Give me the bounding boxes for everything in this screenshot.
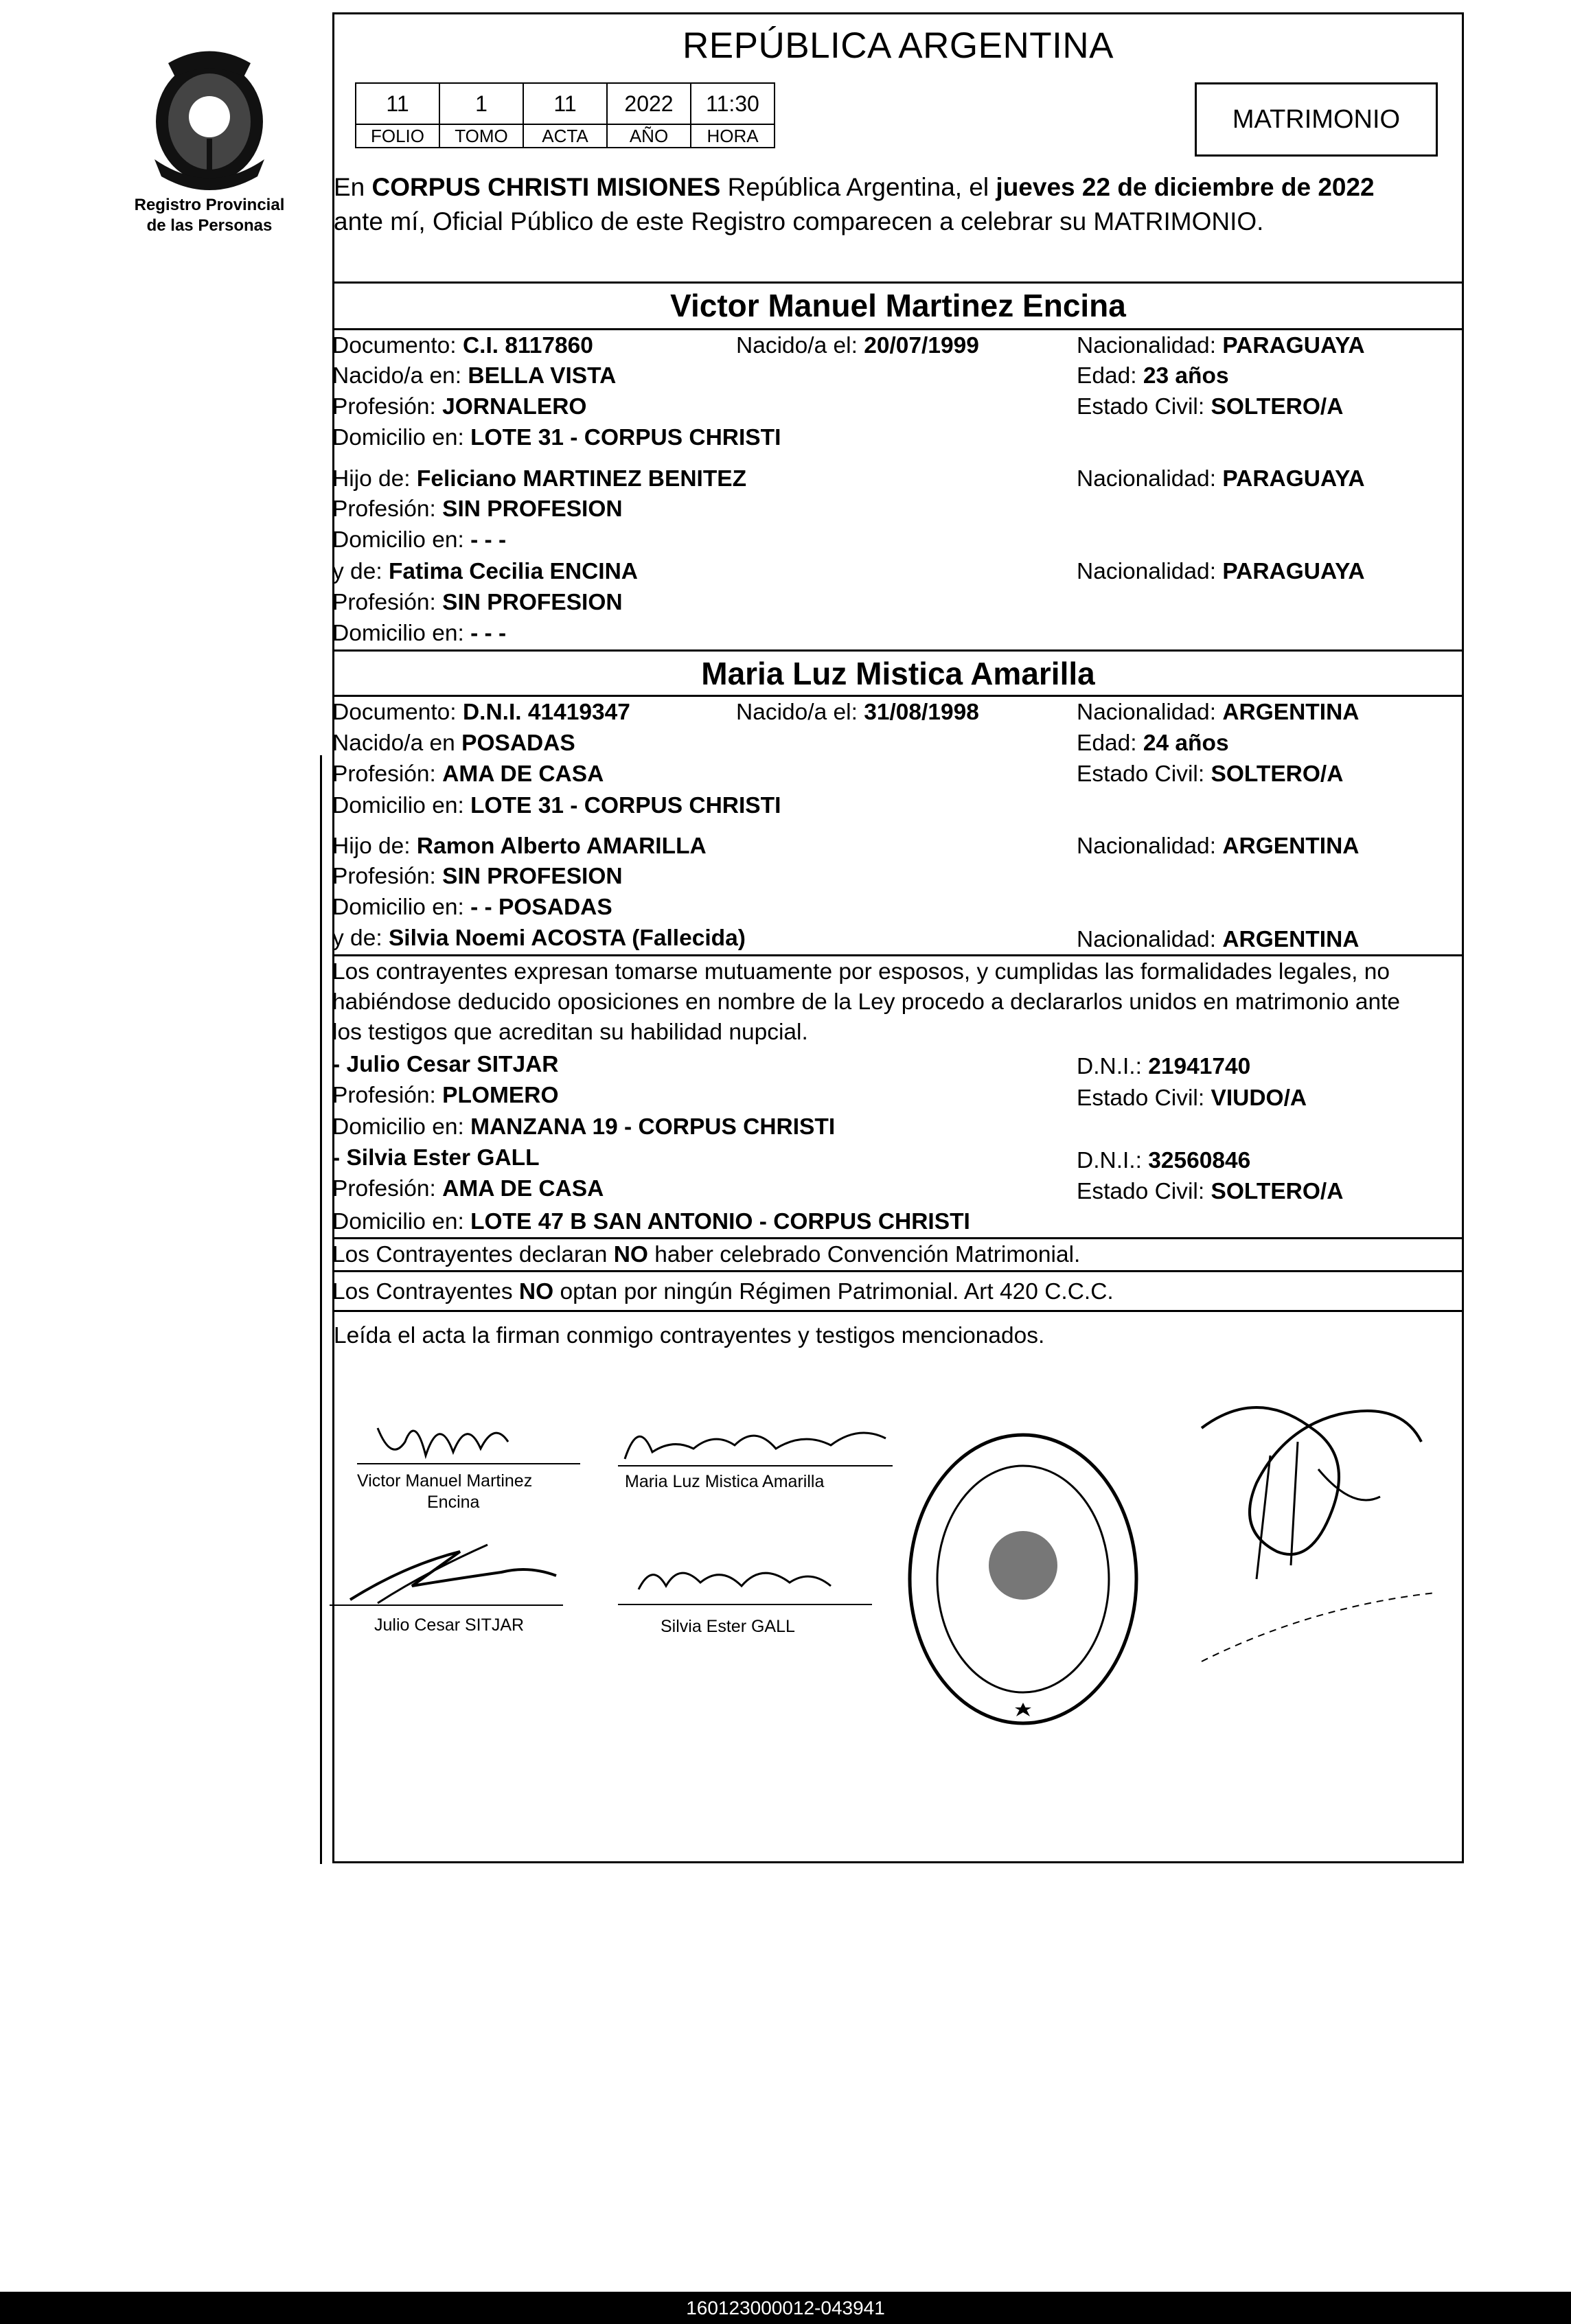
field-label: Domicilio en:: [332, 895, 471, 920]
groom-birth-date: [736, 332, 979, 360]
country-title: REPÚBLICA ARGENTINA: [682, 25, 1114, 66]
bride-father-profession: [332, 863, 623, 890]
divider: [332, 328, 1464, 330]
witness-1-civil-status: [1077, 1085, 1307, 1112]
field-label: Hijo de:: [332, 833, 417, 859]
registry-seal-stamp: [899, 1425, 1147, 1734]
bride-signature-label: Maria Luz Mistica Amarilla: [625, 1472, 825, 1491]
groom-father-address: [332, 527, 506, 554]
groom-birthplace: [332, 363, 616, 390]
field-value: PARAGUAYA: [1222, 466, 1365, 492]
field-label: y de:: [332, 559, 389, 584]
tomo-label: TOMO: [439, 124, 523, 148]
field-value: - Silvia Ester GALL: [332, 1145, 540, 1171]
field-value: 21941740: [1148, 1054, 1251, 1079]
groom-name: Victor Manuel Martinez Encina: [670, 288, 1126, 323]
year-label: AÑO: [607, 124, 691, 148]
field-label: Documento:: [332, 333, 463, 358]
field-label: Profesión:: [332, 1176, 443, 1201]
field-label: Nacido/a en:: [332, 363, 468, 389]
field-label: Edad:: [1077, 730, 1143, 756]
field-label: Profesión:: [332, 496, 443, 522]
field-label: Estado Civil:: [1077, 1085, 1211, 1111]
field-value: 24 años: [1143, 730, 1229, 756]
field-label: Documento:: [332, 700, 463, 725]
field-label: Profesión:: [332, 761, 443, 787]
field-value: PARAGUAYA: [1222, 559, 1365, 584]
field-value: SIN PROFESION: [442, 590, 623, 615]
divider: [332, 281, 1464, 284]
bride-address: [332, 792, 781, 820]
ceremony-date: jueves 22 de diciembre de 2022: [996, 173, 1375, 201]
field-label: Estado Civil:: [1077, 394, 1211, 419]
bride-profession: [332, 761, 604, 788]
field-value: 23 años: [1143, 363, 1229, 389]
field-value: D.N.I. 41419347: [462, 700, 630, 725]
statement-emphasis: NO: [613, 1242, 648, 1267]
field-value: SOLTERO/A: [1211, 394, 1344, 419]
groom-signature-label: Victor Manuel Martinez: [357, 1471, 533, 1491]
time-value: 11:30: [691, 83, 775, 124]
field-value: POSADAS: [461, 730, 575, 756]
groom-profession: [332, 393, 586, 421]
field-label: Estado Civil:: [1077, 1179, 1211, 1204]
field-label: Domicilio en:: [332, 527, 471, 553]
field-value: SOLTERO/A: [1211, 761, 1344, 787]
field-value: SOLTERO/A: [1211, 1179, 1344, 1204]
groom-father: [332, 465, 746, 493]
bride-birth-date: [736, 699, 979, 726]
field-label: Edad:: [1077, 363, 1143, 389]
field-label: Nacionalidad:: [1077, 466, 1223, 492]
field-label: Nacido/a el:: [736, 700, 864, 725]
witness-2-signature-label: Silvia Ester GALL: [661, 1617, 795, 1636]
field-label: Domicilio en:: [332, 793, 471, 818]
tomo-value: 1: [439, 83, 523, 124]
field-value: C.I. 8117860: [462, 333, 593, 358]
field-label: Domicilio en:: [332, 425, 471, 450]
bride-age: [1077, 730, 1229, 757]
field-value: AMA DE CASA: [442, 761, 604, 787]
field-value: SIN PROFESION: [442, 864, 623, 889]
field-label: Domicilio en:: [332, 1209, 471, 1234]
field-value: PLOMERO: [442, 1083, 559, 1108]
field-label: Hijo de:: [332, 466, 417, 492]
field-value: ARGENTINA: [1222, 927, 1360, 952]
witness-2-signature: [611, 1548, 879, 1610]
witness-2-civil-status: [1077, 1178, 1343, 1206]
field-value: 32560846: [1148, 1148, 1251, 1173]
statement-text: haber celebrado Convención Matrimonial.: [647, 1242, 1081, 1267]
bride-document: [332, 699, 630, 726]
field-label: Profesión:: [332, 590, 443, 615]
registry-name-line-1: Registro Provincial: [134, 196, 285, 214]
witness-2-name: [332, 1144, 540, 1172]
field-value: - Julio Cesar SITJAR: [332, 1052, 559, 1077]
field-label: Nacionalidad:: [1077, 700, 1223, 725]
bride-nationality: [1077, 699, 1359, 726]
witness-2-address: [332, 1208, 970, 1236]
frame-left-extension: [320, 755, 322, 1864]
field-value: Fatima Cecilia ENCINA: [388, 559, 638, 584]
field-label: Domicilio en:: [332, 1114, 471, 1140]
field-label: Profesión:: [332, 394, 443, 419]
divider: [332, 954, 1464, 956]
field-value: - - -: [470, 621, 507, 646]
witness-1-signature: [323, 1524, 570, 1613]
groom-age: [1077, 363, 1229, 390]
statement-text: Los Contrayentes declaran: [332, 1242, 614, 1267]
groom-father-nationality: [1077, 465, 1365, 493]
bride-name: Maria Luz Mistica Amarilla: [701, 656, 1095, 691]
regime-statement: [332, 1278, 1114, 1306]
field-value: LOTE 31 - CORPUS CHRISTI: [470, 793, 781, 818]
groom-mother-address: [332, 620, 506, 647]
field-label: Nacionalidad:: [1077, 559, 1223, 584]
divider: [332, 1270, 1464, 1272]
field-value: AMA DE CASA: [442, 1176, 604, 1201]
field-value: Ramon Alberto AMARILLA: [416, 833, 707, 859]
groom-nationality: [1077, 332, 1365, 360]
field-label: Profesión:: [332, 864, 443, 889]
field-value: Feliciano MARTINEZ BENITEZ: [416, 466, 747, 492]
field-value: - - POSADAS: [470, 895, 612, 920]
convention-statement: [332, 1241, 1080, 1269]
field-value: BELLA VISTA: [468, 363, 617, 389]
document-number: 160123000012-043941: [686, 2297, 885, 2319]
groom-address: [332, 424, 781, 452]
groom-civil-status: [1077, 393, 1343, 421]
intro-text: ante mí, Oficial Público de este Registro comparecen a celebrar su MATRIMONIO.: [334, 207, 1264, 235]
divider: [332, 1237, 1464, 1239]
acta-label: ACTA: [523, 124, 607, 148]
field-label: D.N.I.:: [1077, 1148, 1149, 1173]
field-value: ARGENTINA: [1222, 700, 1360, 725]
witness-1-dni: [1077, 1053, 1250, 1081]
witness-1-address: [332, 1114, 835, 1141]
registry-logo: [106, 36, 312, 235]
field-value: MANZANA 19 - CORPUS CHRISTI: [470, 1114, 836, 1140]
field-value: JORNALERO: [442, 394, 587, 419]
field-label: Nacionalidad:: [1077, 833, 1223, 859]
intro-text: En: [334, 173, 372, 201]
coat-of-arms-icon: [141, 36, 278, 194]
registry-name-line-2: de las Personas: [146, 216, 273, 235]
declaration-line-2: habiéndose deducido oposiciones en nombre de la Ley procedo a declararlos unidos en matrimonio ante: [332, 989, 1401, 1015]
declaration-line-3: los testigos que acreditan su habilidad nupcial.: [332, 1020, 808, 1045]
witness-1-name: [332, 1051, 559, 1079]
field-value: 31/08/1998: [864, 700, 979, 725]
groom-mother: [332, 558, 638, 586]
divider: [332, 695, 1464, 697]
official-signature: [1174, 1387, 1463, 1716]
acta-value: 11: [523, 83, 607, 124]
bride-mother: [332, 925, 746, 952]
witness-2-profession: [332, 1175, 604, 1203]
closing-statement: Leída el acta la firman conmigo contrayentes y testigos mencionados.: [334, 1323, 1045, 1348]
statement-text: Los Contrayentes: [332, 1279, 519, 1304]
field-label: Profesión:: [332, 1083, 443, 1108]
statement-emphasis: NO: [518, 1279, 554, 1304]
statement-text: optan por ningún Régimen Patrimonial. Art 420 C.C.C.: [553, 1279, 1114, 1304]
field-label: y de:: [332, 925, 389, 951]
groom-father-profession: [332, 496, 623, 523]
field-label: Nacionalidad:: [1077, 333, 1223, 358]
divider: [332, 1310, 1464, 1312]
field-value: LOTE 47 B SAN ANTONIO - CORPUS CHRISTI: [470, 1209, 970, 1234]
groom-signature: [350, 1401, 584, 1476]
witness-1-profession: [332, 1082, 559, 1109]
bride-father-address: [332, 894, 612, 921]
folio-label: FOLIO: [356, 124, 439, 148]
registration-table: [355, 82, 775, 148]
groom-signature-label-2: Encina: [427, 1493, 480, 1512]
act-type-box: MATRIMONIO: [1195, 82, 1438, 157]
field-value: LOTE 31 - CORPUS CHRISTI: [470, 425, 781, 450]
witness-1-signature-label: Julio Cesar SITJAR: [374, 1615, 525, 1635]
field-label: Estado Civil:: [1077, 761, 1211, 787]
groom-mother-profession: [332, 589, 623, 617]
witness-2-dni: [1077, 1147, 1250, 1175]
field-value: VIUDO/A: [1211, 1085, 1307, 1111]
field-value: 20/07/1999: [864, 333, 979, 358]
intro-text: República Argentina, el: [720, 173, 996, 201]
divider: [332, 649, 1464, 652]
field-label: Nacido/a el:: [736, 333, 864, 358]
field-value: PARAGUAYA: [1222, 333, 1365, 358]
bride-birthplace: [332, 730, 575, 757]
bride-father-nationality: [1077, 833, 1359, 860]
intro-paragraph: [334, 170, 1463, 239]
field-value: SIN PROFESION: [442, 496, 623, 522]
field-label: D.N.I.:: [1077, 1054, 1149, 1079]
time-label: HORA: [691, 124, 775, 148]
field-label: Nacionalidad:: [1077, 927, 1223, 952]
field-label: Domicilio en:: [332, 621, 471, 646]
field-value: - - -: [470, 527, 507, 553]
field-label: Nacido/a en: [332, 730, 462, 756]
bride-civil-status: [1077, 761, 1343, 788]
declaration-line-1: Los contrayentes expresan tomarse mutuamente por esposos, y cumplidas las formalidades legales, no: [332, 959, 1390, 985]
folio-value: 11: [356, 83, 439, 124]
groom-document: [332, 332, 593, 360]
ceremony-place: CORPUS CHRISTI MISIONES: [371, 173, 721, 201]
field-value: ARGENTINA: [1222, 833, 1360, 859]
bride-father: [332, 833, 707, 860]
field-value: Silvia Noemi ACOSTA (Fallecida): [388, 925, 746, 951]
bride-signature: [611, 1411, 899, 1473]
year-value: 2022: [607, 83, 691, 124]
bride-mother-nationality: [1077, 926, 1359, 954]
groom-mother-nationality: [1077, 558, 1365, 586]
